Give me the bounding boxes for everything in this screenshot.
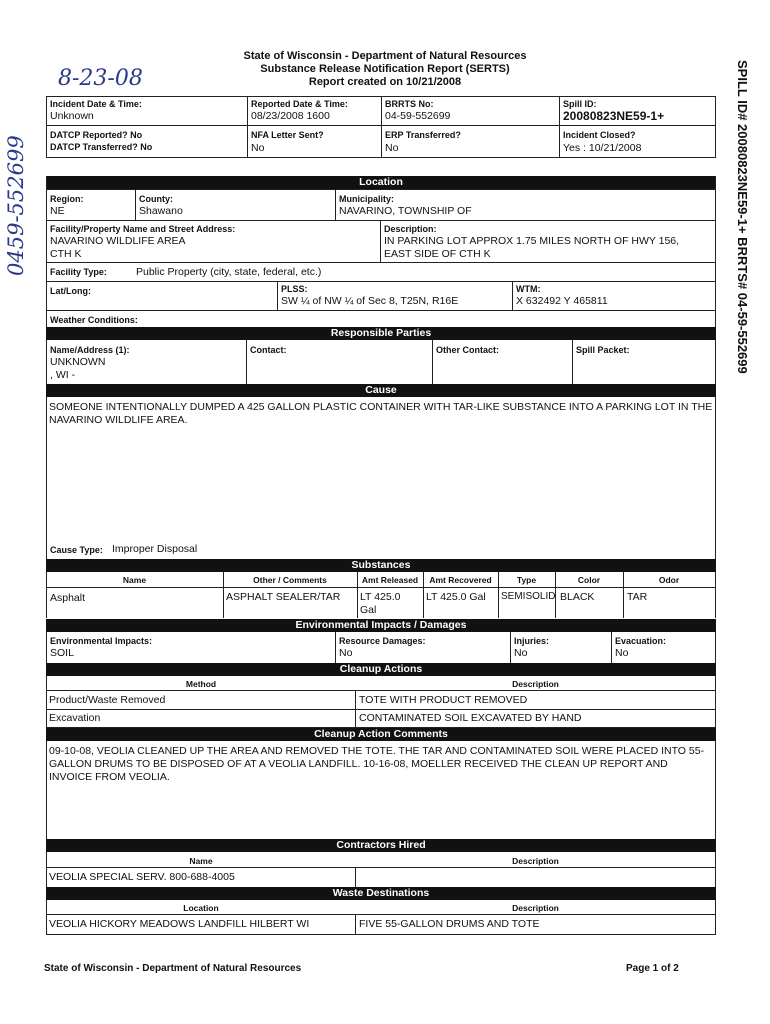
- waste-description-header: Description: [512, 903, 559, 913]
- col-odor: Odor: [658, 575, 680, 585]
- substances-header: Substances: [46, 559, 716, 572]
- facility-type-label: Facility Type:: [50, 267, 107, 277]
- env-impacts-label: Environmental Impacts:: [50, 636, 153, 646]
- cleanup-header: Cleanup Actions: [46, 663, 716, 676]
- comments-text: 09-10-08, VEOLIA CLEANED UP THE AREA AND REMOVED THE TOTE. THE TAR AND CONTAMINATED SOIL WERE PLACED INTO 55-GALLON DRUMS TO BE DISPOSED OF AT A VEOLIA LANDFILL. 10-16-08, MOELLER RECEIVED THE CLEAN UP REPORT AND INVOICE FROM VEOLIA.: [49, 745, 705, 783]
- datcp-transferred: DATCP Transferred? No: [50, 142, 153, 152]
- handwritten-date: 8-23-08: [58, 66, 143, 91]
- brrts-value: 04-59-552699: [385, 110, 451, 122]
- party-name-label: Name/Address (1):: [50, 345, 130, 355]
- cleanup-description-1: TOTE WITH PRODUCT REMOVED: [359, 694, 528, 706]
- col-color: Color: [577, 575, 601, 585]
- incident-value: Unknown: [50, 110, 94, 122]
- spill-packet-label: Spill Packet:: [576, 345, 630, 355]
- wtm-value: X 632492 Y 465811: [516, 295, 608, 307]
- spill-id-label: Spill ID:: [563, 99, 597, 109]
- cause-header: Cause: [46, 384, 716, 397]
- col-recovered: Amt Recovered: [429, 575, 492, 585]
- wtm-label: WTM:: [516, 284, 541, 294]
- party-name-line2: , WI -: [50, 369, 76, 381]
- municipality-label: Municipality:: [339, 194, 395, 204]
- location-header: Location: [46, 176, 716, 189]
- col-name: Name: [122, 575, 147, 585]
- party-name-line1: UNKNOWN: [50, 356, 106, 368]
- side-spill-label: SPILL ID# 20080823NE59-1+ BRRTS# 04-59-552699: [735, 60, 750, 374]
- waste-location-header: Location: [183, 903, 219, 913]
- cleanup-description-header: Description: [512, 679, 559, 689]
- erp-label: ERP Transferred?: [385, 130, 461, 140]
- substance-odor: TAR: [627, 591, 648, 603]
- substance-name: Asphalt: [50, 592, 86, 604]
- cleanup-method-2: Excavation: [49, 712, 101, 724]
- report-agency: State of Wisconsin - Department of Natural Resources: [243, 50, 527, 62]
- report-created: Report created on 10/21/2008: [308, 76, 462, 88]
- evacuation-label: Evacuation:: [615, 636, 667, 646]
- incident-label: Incident Date & Time:: [50, 99, 142, 109]
- col-comments: Other / Comments: [253, 575, 327, 585]
- weather-label: Weather Conditions:: [50, 315, 138, 325]
- nfa-value: No: [251, 142, 265, 154]
- footer-page: Page 1 of 2: [626, 963, 679, 974]
- plss-label: PLSS:: [281, 284, 308, 294]
- waste-location: VEOLIA HICKORY MEADOWS LANDFILL HILBERT WI: [49, 918, 310, 930]
- description-line1: IN PARKING LOT APPROX 1.75 MILES NORTH OF HWY 156,: [384, 235, 680, 247]
- substance-color: BLACK: [560, 591, 595, 603]
- region-label: Region:: [50, 194, 84, 204]
- latlong-label: Lat/Long:: [50, 286, 91, 296]
- nfa-label: NFA Letter Sent?: [251, 130, 324, 140]
- brrts-label: BRRTS No:: [385, 99, 434, 109]
- substance-released-1: LT 425.0: [360, 591, 401, 603]
- closed-label: Incident Closed?: [563, 130, 636, 140]
- report-title: Substance Release Notification Report (SERTS): [260, 63, 510, 75]
- cleanup-method-header: Method: [185, 679, 217, 689]
- contractor-name: VEOLIA SPECIAL SERV. 800-688-4005: [49, 871, 235, 883]
- contact-label: Contact:: [250, 345, 287, 355]
- cause-type-label: Cause Type:: [50, 545, 103, 555]
- contractor-name-header: Name: [189, 856, 213, 866]
- handwritten-number: 0459-552699: [4, 135, 28, 276]
- substance-type: SEMISOLID: [501, 591, 556, 602]
- resource-label: Resource Damages:: [339, 636, 426, 646]
- cause-type-value: Improper Disposal: [112, 543, 198, 555]
- contractors-header: Contractors Hired: [46, 839, 716, 852]
- col-released: Amt Released: [361, 575, 419, 585]
- cause-text: SOMEONE INTENTIONALLY DUMPED A 425 GALLON PLASTIC CONTAINER WITH TAR-LIKE SUBSTANCE INTO A PARKING LOT IN THE NAVARINO WILDLIFE AREA.: [49, 401, 713, 426]
- facility-line2: CTH K: [50, 248, 82, 260]
- parties-header: Responsible Parties: [46, 327, 716, 340]
- col-type: Type: [516, 575, 537, 585]
- comments-header: Cleanup Action Comments: [46, 728, 716, 741]
- injuries-value: No: [514, 647, 528, 659]
- datcp-reported: DATCP Reported? No: [50, 130, 143, 140]
- facility-type-value: Public Property (city, state, federal, etc.): [136, 266, 322, 278]
- region-value: NE: [50, 205, 65, 217]
- reported-value: 08/23/2008 1600: [251, 110, 330, 122]
- substance-comments: ASPHALT SEALER/TAR: [226, 591, 341, 603]
- municipality-value: NAVARINO, TOWNSHIP OF: [339, 205, 472, 217]
- cleanup-method-1: Product/Waste Removed: [49, 694, 166, 706]
- facility-label: Facility/Property Name and Street Address:: [50, 224, 236, 234]
- substance-released-2: Gal: [360, 604, 377, 616]
- spill-id-value: 20080823NE59-1+: [563, 109, 665, 123]
- env-impacts-value: SOIL: [50, 647, 74, 659]
- county-label: County:: [139, 194, 173, 204]
- evacuation-value: No: [615, 647, 629, 659]
- waste-description: FIVE 55-GALLON DRUMS AND TOTE: [359, 918, 540, 930]
- cleanup-description-2: CONTAMINATED SOIL EXCAVATED BY HAND: [359, 712, 582, 724]
- resource-value: No: [339, 647, 353, 659]
- description-line2: EAST SIDE OF CTH K: [384, 248, 491, 260]
- facility-line1: NAVARINO WILDLIFE AREA: [50, 235, 186, 247]
- plss-value: SW ¼ of NW ¼ of Sec 8, T25N, R16E: [281, 295, 459, 307]
- substance-recovered: LT 425.0 Gal: [426, 591, 486, 603]
- injuries-label: Injuries:: [514, 636, 550, 646]
- closed-value: Yes : 10/21/2008: [563, 142, 642, 154]
- reported-label: Reported Date & Time:: [251, 99, 348, 109]
- description-label: Description:: [384, 224, 437, 234]
- erp-value: No: [385, 142, 399, 154]
- county-value: Shawano: [139, 205, 183, 217]
- impacts-header: Environmental Impacts / Damages: [46, 619, 716, 632]
- waste-header: Waste Destinations: [46, 887, 716, 900]
- footer-agency: State of Wisconsin - Department of Natural Resources: [44, 963, 302, 974]
- other-contact-label: Other Contact:: [436, 345, 499, 355]
- contractor-description-header: Description: [512, 856, 559, 866]
